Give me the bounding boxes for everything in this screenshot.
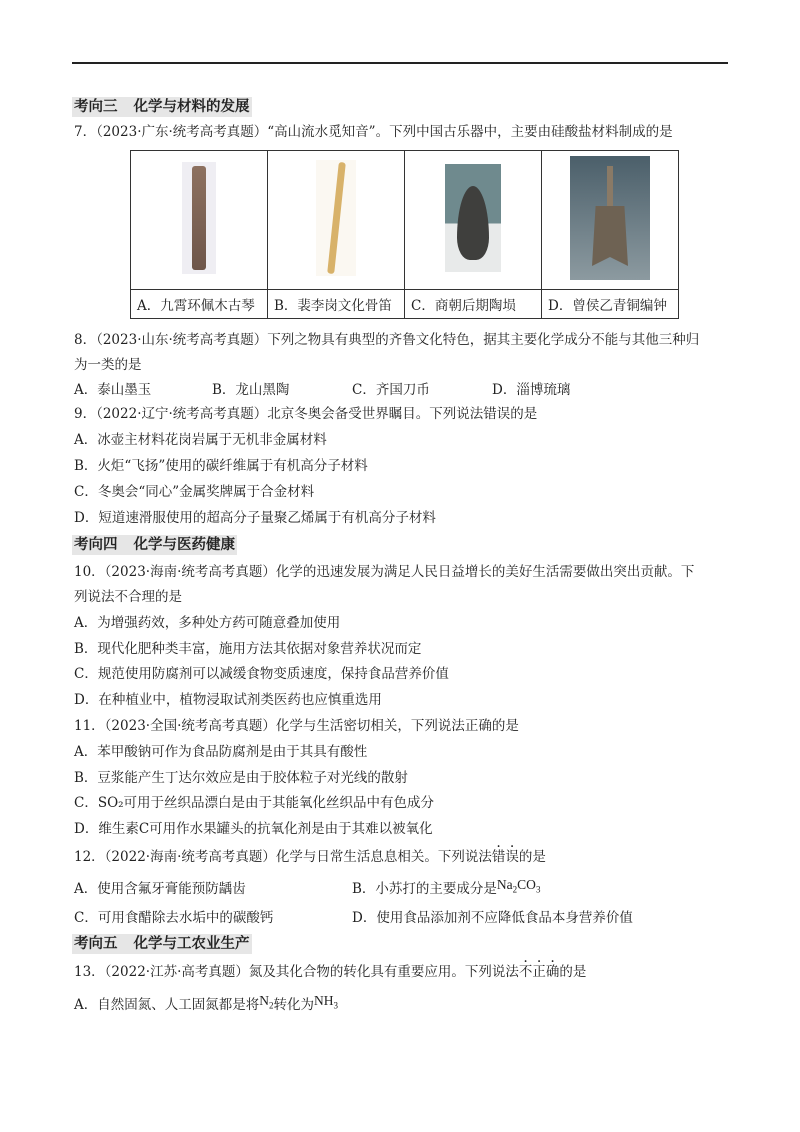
- question-stem: 列说法不合理的是: [74, 589, 182, 605]
- guqin-image: [182, 162, 216, 274]
- image-cell: [405, 151, 542, 290]
- option-c: C．规范使用防腐剂可以减缓食物变质速度，保持食品营养价值: [74, 666, 449, 682]
- option-b: B．火炬“飞扬”使用的碳纤维属于有机高分子材料: [74, 458, 368, 474]
- option-b: B．裴李岗文化骨笛: [268, 290, 405, 319]
- option-d: D．使用食品添加剂不应降低食品本身营养价值: [352, 910, 633, 926]
- section-heading: 考向三 化学与材料的发展: [74, 99, 250, 115]
- formula: $Na_2CO_3$: [496, 877, 541, 895]
- section-heading: 考向五 化学与工农业生产: [74, 936, 250, 952]
- option-a: A．泰山墨玉: [74, 382, 152, 398]
- option-a: A．为增强药效，多种处方药可随意叠加使用: [74, 615, 341, 631]
- option-d: D．短道速滑服使用的超高分子量聚乙烯属于有机高分子材料: [74, 510, 436, 526]
- option-a: A．九霄环佩木古琴: [131, 290, 268, 319]
- option-d: D．曾侯乙青铜编钟: [542, 290, 679, 319]
- bone-flute-image: [316, 160, 356, 276]
- option-c: C．商朝后期陶埙: [405, 290, 542, 319]
- option-d: D．在种植业中，植物浸取试剂类医药也应慎重选用: [74, 692, 382, 708]
- option-d: D．维生素C可用作水果罐头的抗氧化剂是由于其难以被氧化: [74, 821, 433, 837]
- option-a: A．自然固氮、人工固氮都是将$N_2$转化为$NH_3$: [74, 993, 338, 1013]
- question-stem: 10．（2023·海南·统考高考真题）化学的迅速发展为满足人民日益增长的美好生活需要做出突出贡献。下: [74, 564, 695, 580]
- question-stem: 9．（2022·辽宁·统考高考真题）北京冬奥会备受世界瞩目。下列说法错误的是: [74, 406, 538, 422]
- question-stem: 为一类的是: [74, 357, 142, 373]
- option-a: A．使用含氟牙膏能预防龋齿: [74, 881, 246, 897]
- option-b: B．现代化肥种类丰富，施用方法其依据对象营养状况而定: [74, 641, 422, 657]
- question-stem: 8．（2023·山东·统考高考真题）下列之物具有典型的齐鲁文化特色，据其主要化学成分不能与其他三种归: [74, 332, 700, 348]
- bronze-bell-image: [570, 156, 650, 280]
- option-b: B．小苏打的主要成分是$Na_2CO_3$: [352, 877, 541, 897]
- question-stem: 12．（2022·海南·统考高考真题）化学与日常生活息息相关。下列说法错误的是: [74, 849, 546, 865]
- question-stem: 7．（2023·广东·统考高考真题）“高山流水觅知音”。下列中国古乐器中，主要由硅酸盐材料制成的是: [74, 124, 673, 140]
- image-cell: [131, 151, 268, 290]
- option-b: B．龙山黑陶: [212, 382, 290, 398]
- option-c: C．冬奥会“同心”金属奖牌属于合金材料: [74, 484, 315, 500]
- image-cell: [542, 151, 679, 290]
- pottery-xun-image: [445, 164, 501, 272]
- option-b: B．豆浆能产生丁达尔效应是由于胶体粒子对光线的散射: [74, 770, 408, 786]
- question-stem: 13．（2022·江苏·高考真题）氮及其化合物的转化具有重要应用。下列说法不正确的是: [74, 964, 587, 980]
- instrument-table: [130, 150, 679, 319]
- question-stem: 11．（2023·全国·统考高考真题）化学与生活密切相关，下列说法正确的是: [74, 718, 519, 734]
- option-c: C．可用食醋除去水垢中的碳酸钙: [74, 910, 274, 926]
- option-d: D．淄博琉璃: [492, 382, 571, 398]
- header-rule: [72, 62, 728, 64]
- option-c: C．齐国刀币: [352, 382, 430, 398]
- option-a: A．苯甲酸钠可作为食品防腐剂是由于其具有酸性: [74, 744, 368, 760]
- option-a: A．冰壶主材料花岗岩属于无机非金属材料: [74, 432, 327, 448]
- option-c: C．SO₂可用于丝织品漂白是由于其能氧化丝织品中有色成分: [74, 795, 435, 811]
- image-cell: [268, 151, 405, 290]
- section-heading: 考向四 化学与医药健康: [74, 537, 235, 553]
